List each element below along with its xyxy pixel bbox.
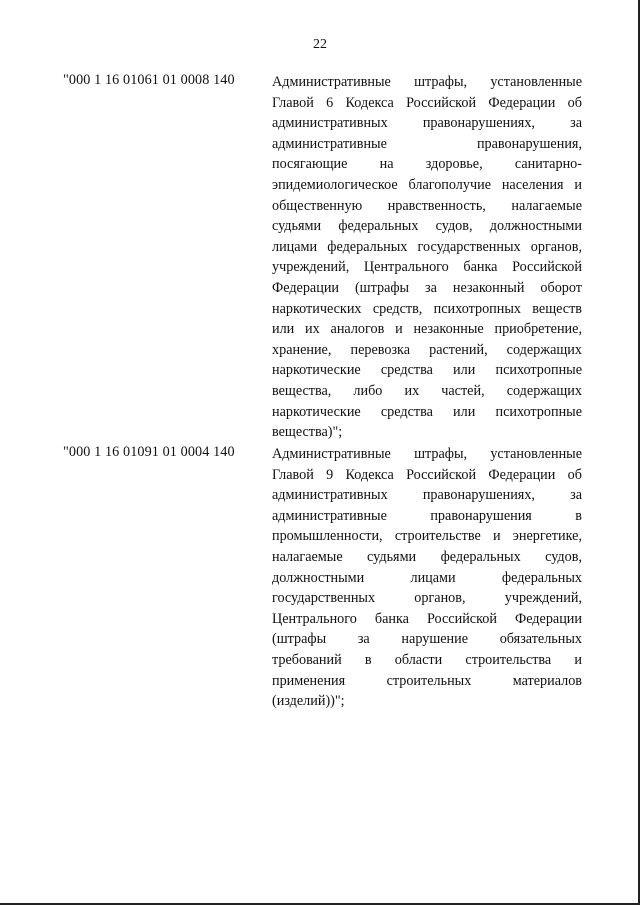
- description-line: государственных органов, учреждений,: [272, 590, 582, 607]
- description-line: применения строительных материалов: [272, 672, 582, 689]
- description-line: вещества)";: [272, 424, 343, 441]
- description-line: учреждений, Центрального банка Российской: [272, 259, 582, 276]
- description-line: (изделий))";: [272, 693, 345, 710]
- description-line: административные правонарушения,: [272, 135, 582, 152]
- description-line: промышленности, строительстве и энергетике,: [272, 528, 582, 545]
- entry-description: [272, 444, 582, 712]
- budget-classification-code: "000 1 16 01091 01 0004 140: [63, 444, 235, 460]
- description-line: эпидемиологическое благополучие населения и: [272, 176, 582, 193]
- description-line: (штрафы за нарушение обязательных: [272, 631, 582, 648]
- description-line: судьями федеральных судов, должностными: [272, 218, 582, 235]
- entry-description: [272, 72, 582, 443]
- description-line: наркотические средства или психотропные: [272, 403, 582, 420]
- description-line: должностными лицами федеральных: [272, 569, 582, 586]
- description-line: вещества, либо их частей, содержащих: [272, 382, 582, 399]
- description-line: требований в области строительства и: [272, 651, 582, 668]
- description-line: административных правонарушениях, за: [272, 115, 582, 132]
- budget-classification-code: "000 1 16 01061 01 0008 140: [63, 72, 235, 88]
- description-line: наркотических средств, психотропных веществ: [272, 300, 582, 317]
- description-line: Федерации (штрафы за незаконный оборот: [272, 279, 582, 296]
- description-line: Центрального банка Российской Федерации: [272, 610, 582, 627]
- description-line: налагаемые судьями федеральных судов,: [272, 548, 582, 565]
- description-line: Административные штрафы, установленные: [272, 74, 582, 90]
- description-line: Главой 9 Кодекса Российской Федерации об: [272, 466, 582, 483]
- description-line: административные правонарушения в: [272, 507, 582, 524]
- description-line: общественную нравственность, налагаемые: [272, 197, 582, 214]
- description-line: Главой 6 Кодекса Российской Федерации об: [272, 94, 582, 111]
- description-line: посягающие на здоровье, санитарно-: [272, 156, 582, 173]
- description-line: или их аналогов и незаконные приобретение,: [272, 321, 582, 338]
- description-line: Административные штрафы, установленные: [272, 446, 582, 462]
- description-line: лицами федеральных государственных органов,: [272, 238, 582, 255]
- description-line: административных правонарушениях, за: [272, 487, 582, 504]
- description-line: наркотические средства или психотропные: [272, 362, 582, 379]
- page-number: 22: [313, 37, 327, 52]
- description-line: хранение, перевозка растений, содержащих: [272, 341, 582, 358]
